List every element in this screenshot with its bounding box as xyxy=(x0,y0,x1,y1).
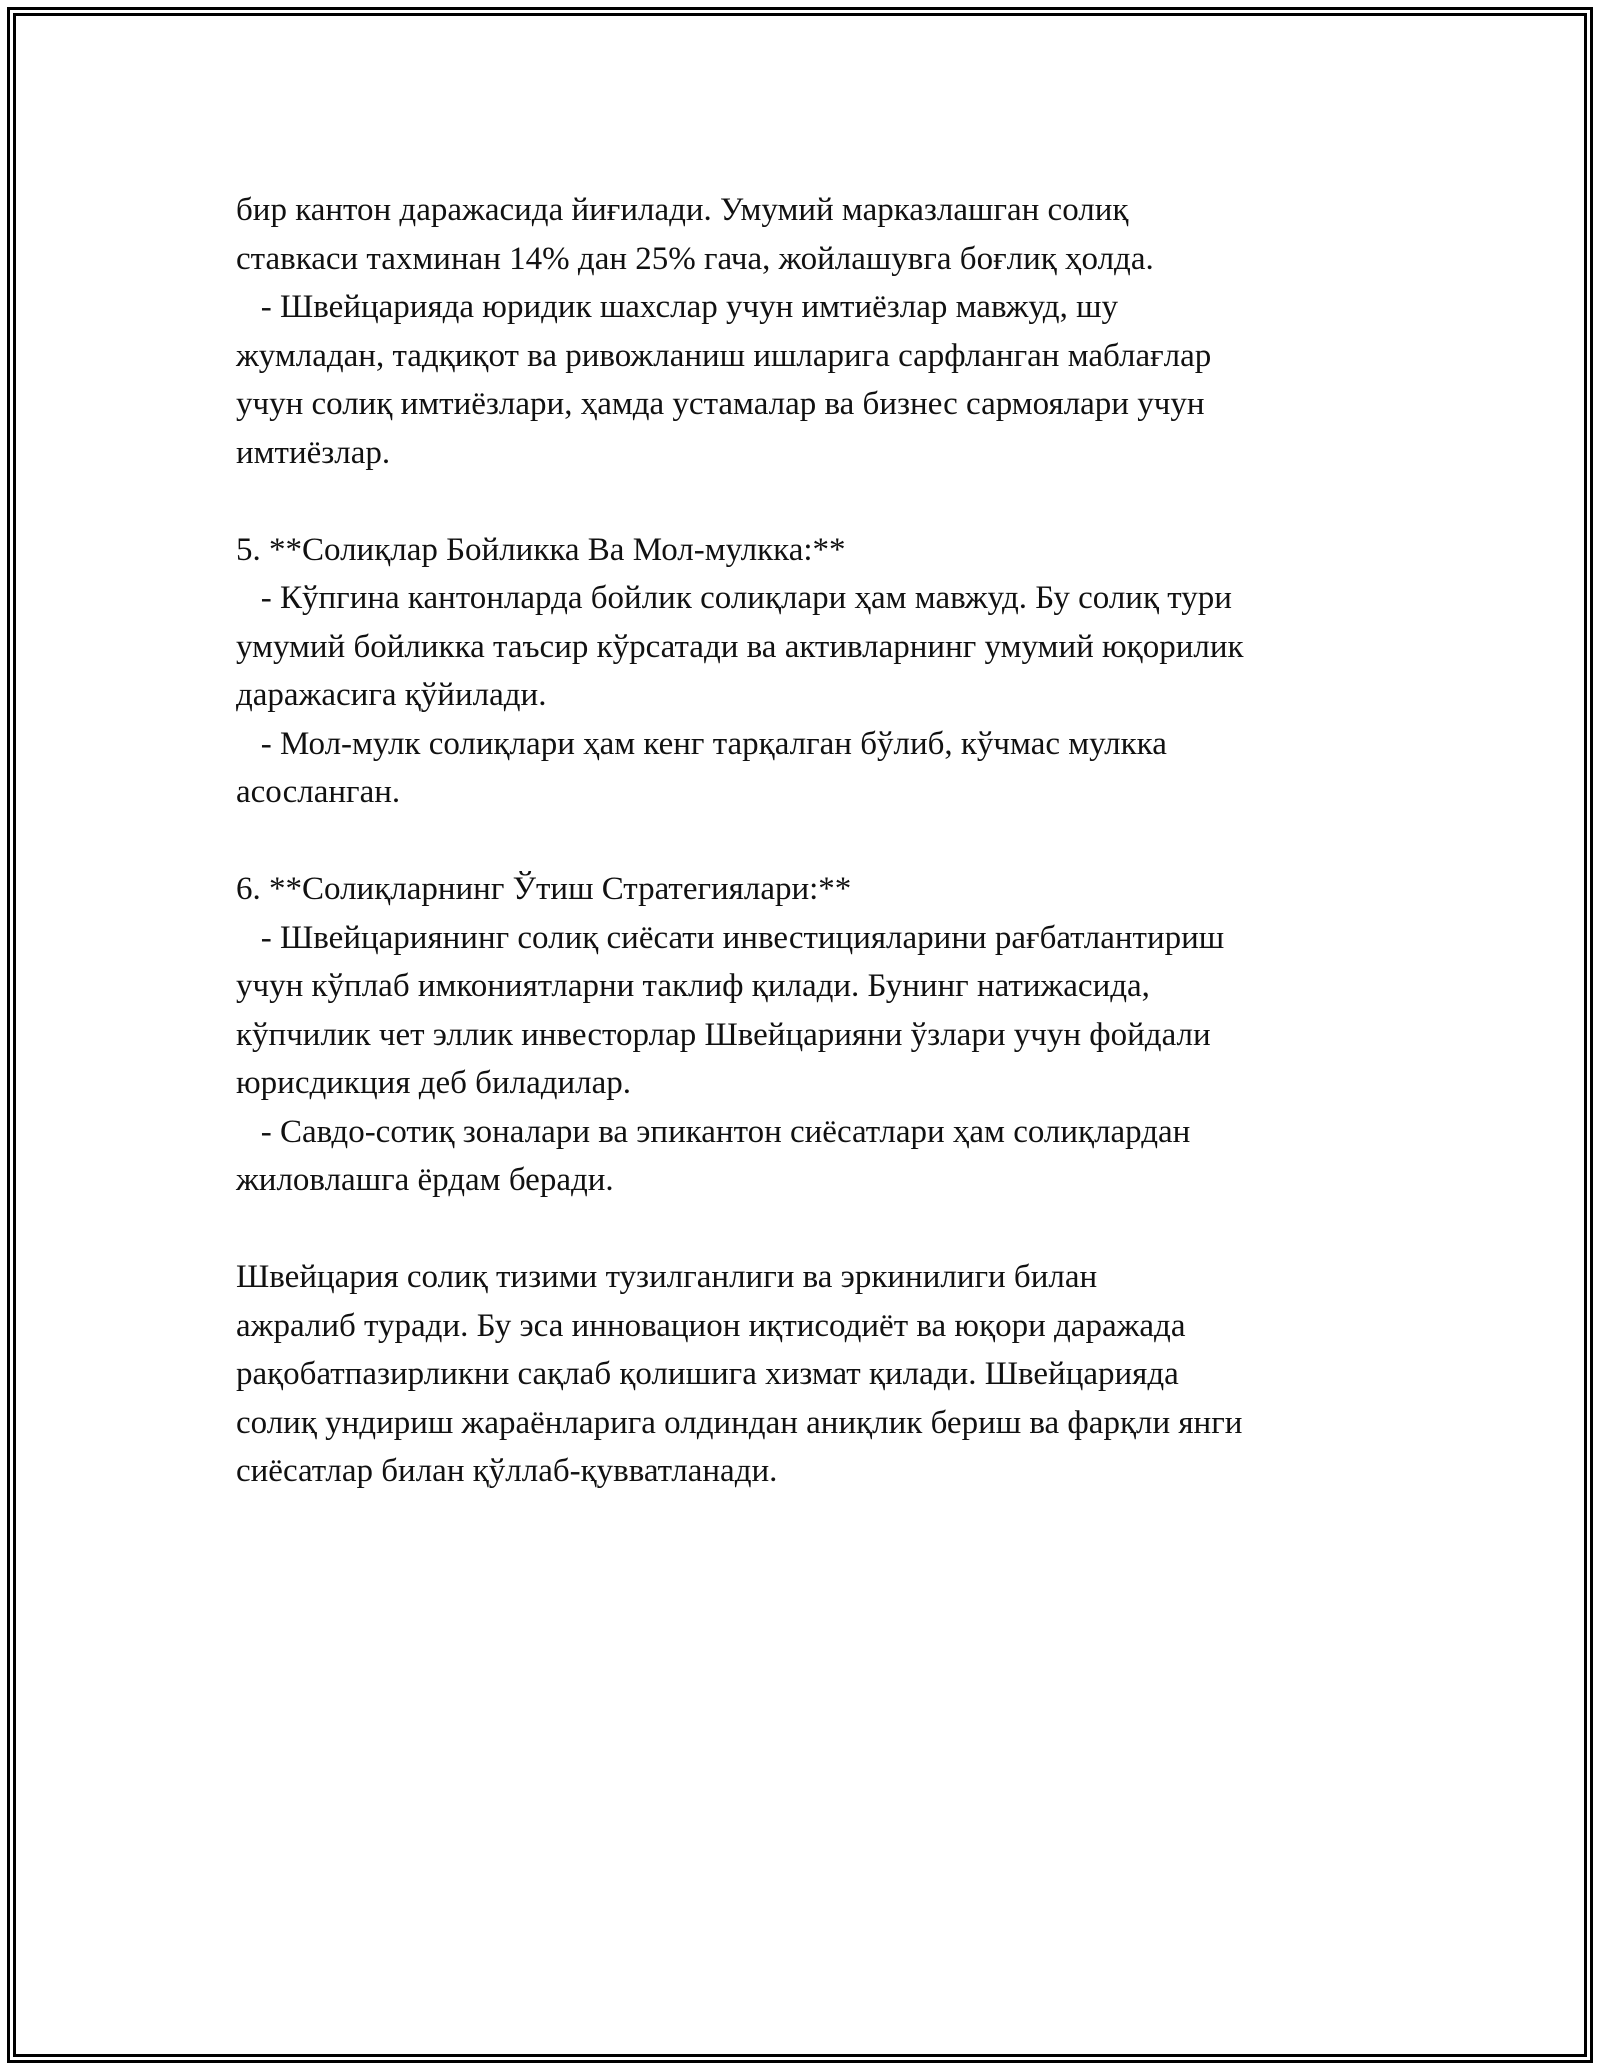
blank-line xyxy=(236,1205,1376,1254)
text-line: сиёсатлар билан қўллаб-қувватланади. xyxy=(236,1453,778,1489)
section-heading: 5. **Солиқлар Бойликка Ва Мол-мулкка:** xyxy=(236,531,846,568)
text-line: ставкаси тахминан 14% дан 25% гача, жойлашувга боғлиқ ҳолда. xyxy=(236,240,1154,277)
paragraph-intro xyxy=(236,186,1376,477)
text-line: Швейцария солиқ тизими тузилганлиги ва эркинилиги билан xyxy=(236,1259,1098,1295)
section-wealth-property-taxes xyxy=(236,526,1376,817)
text-line: бир кантон даражасида йиғилади. Умумий марказлашган солиқ xyxy=(236,192,1129,228)
text-line: асосланган. xyxy=(236,774,401,810)
text-line: учун кўплаб имкониятларни таклиф қилади. Бунинг натижасида, xyxy=(236,968,1150,1004)
section-heading: 6. **Солиқларнинг Ўтиш Стратегиялари:** xyxy=(236,871,852,907)
text-line: имтиёзлар. xyxy=(236,434,391,471)
text-line: - Кўпгина кантонларда бойлик солиқлари ҳам мавжуд. Бу солиқ тури xyxy=(236,580,1232,616)
text-line: - Швейцарияда юридик шахслар учун имтиёзлар мавжуд, шу xyxy=(236,289,1119,325)
text-line: кўпчилик чет эллик инвесторлар Швейцарияни ўзлари учун фойдали xyxy=(236,1016,1211,1053)
text-line: умумий бойликка таъсир кўрсатади ва активларнинг умумий юқорилик xyxy=(236,628,1244,665)
text-line: - Швейцариянинг солиқ сиёсати инвестицияларини рағбатлантириш xyxy=(236,919,1225,956)
text-line: учун солиқ имтиёзлари, ҳамда устамалар ва бизнес сармоялари учун xyxy=(236,386,1205,422)
blank-line xyxy=(236,817,1376,866)
text-line: солиқ ундириш жараёнларига олдиндан аниқлик бериш ва фарқли янги xyxy=(236,1404,1243,1441)
text-line: жумладан, тадқиқот ва ривожланиш ишларига сарфланган маблағлар xyxy=(236,337,1212,374)
section-transition-strategies xyxy=(236,865,1376,1205)
text-line: - Савдо-сотиқ зоналари ва эпикантон сиёсатлари ҳам солиқлардан xyxy=(236,1113,1191,1150)
text-line: юрисдикция деб биладилар. xyxy=(236,1065,632,1101)
text-line: даражасига қўйилади. xyxy=(236,677,547,713)
text-line: - Мол-мулк солиқлари ҳам кенг тарқалган бўлиб, кўчмас мулкка xyxy=(236,725,1167,762)
paragraph-conclusion xyxy=(236,1253,1376,1496)
text-line: жиловлашга ёрдам беради. xyxy=(236,1162,614,1198)
document-body xyxy=(236,186,1376,1496)
blank-line xyxy=(236,477,1376,526)
text-line: рақобатпазирликни сақлаб қолишига хизмат қилади. Швейцарияда xyxy=(236,1356,1179,1392)
text-line: ажралиб туради. Бу эса инновацион иқтисодиёт ва юқори даражада xyxy=(236,1307,1186,1344)
